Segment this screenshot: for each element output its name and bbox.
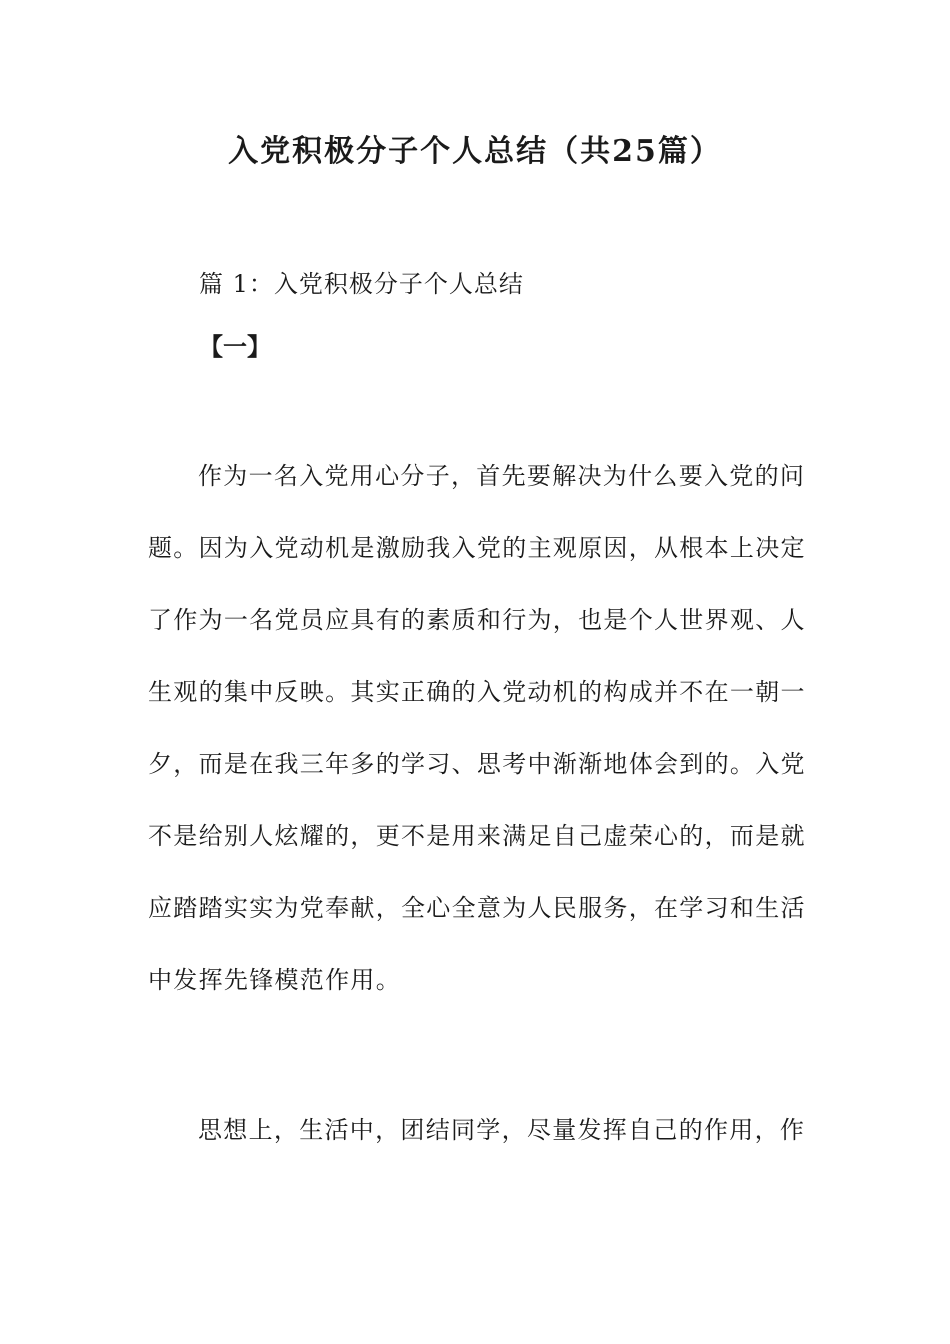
document-title: 入党积极分子个人总结（共25篇） (228, 134, 722, 169)
body-paragraph-2: 思想上，生活中，团结同学，尽量发挥自己的作用，作 (198, 1116, 806, 1144)
sub-heading: 【一】 (199, 332, 271, 361)
section-heading: 篇 1：入党积极分子个人总结 (199, 270, 524, 298)
body-paragraph-1: 作为一名入党用心分子，首先要解决为什么要入党的问题。因为入党动机是激励我入党的主观原因，从根本上决定了作为一名党员应具有的素质和行为，也是个人世界观、人生观的集中反映。其实正确的入党动机的构成并不在一朝一夕，而是在我三年多的学习、思考中渐渐地体会到的。入党不是给别人炫耀的，更不是用来满足自己虚荣心的，而是就应踏踏实实为党奉献，全心全意为人民服务，在学习和生活中发挥先锋模范作用。 (148, 462, 806, 994)
